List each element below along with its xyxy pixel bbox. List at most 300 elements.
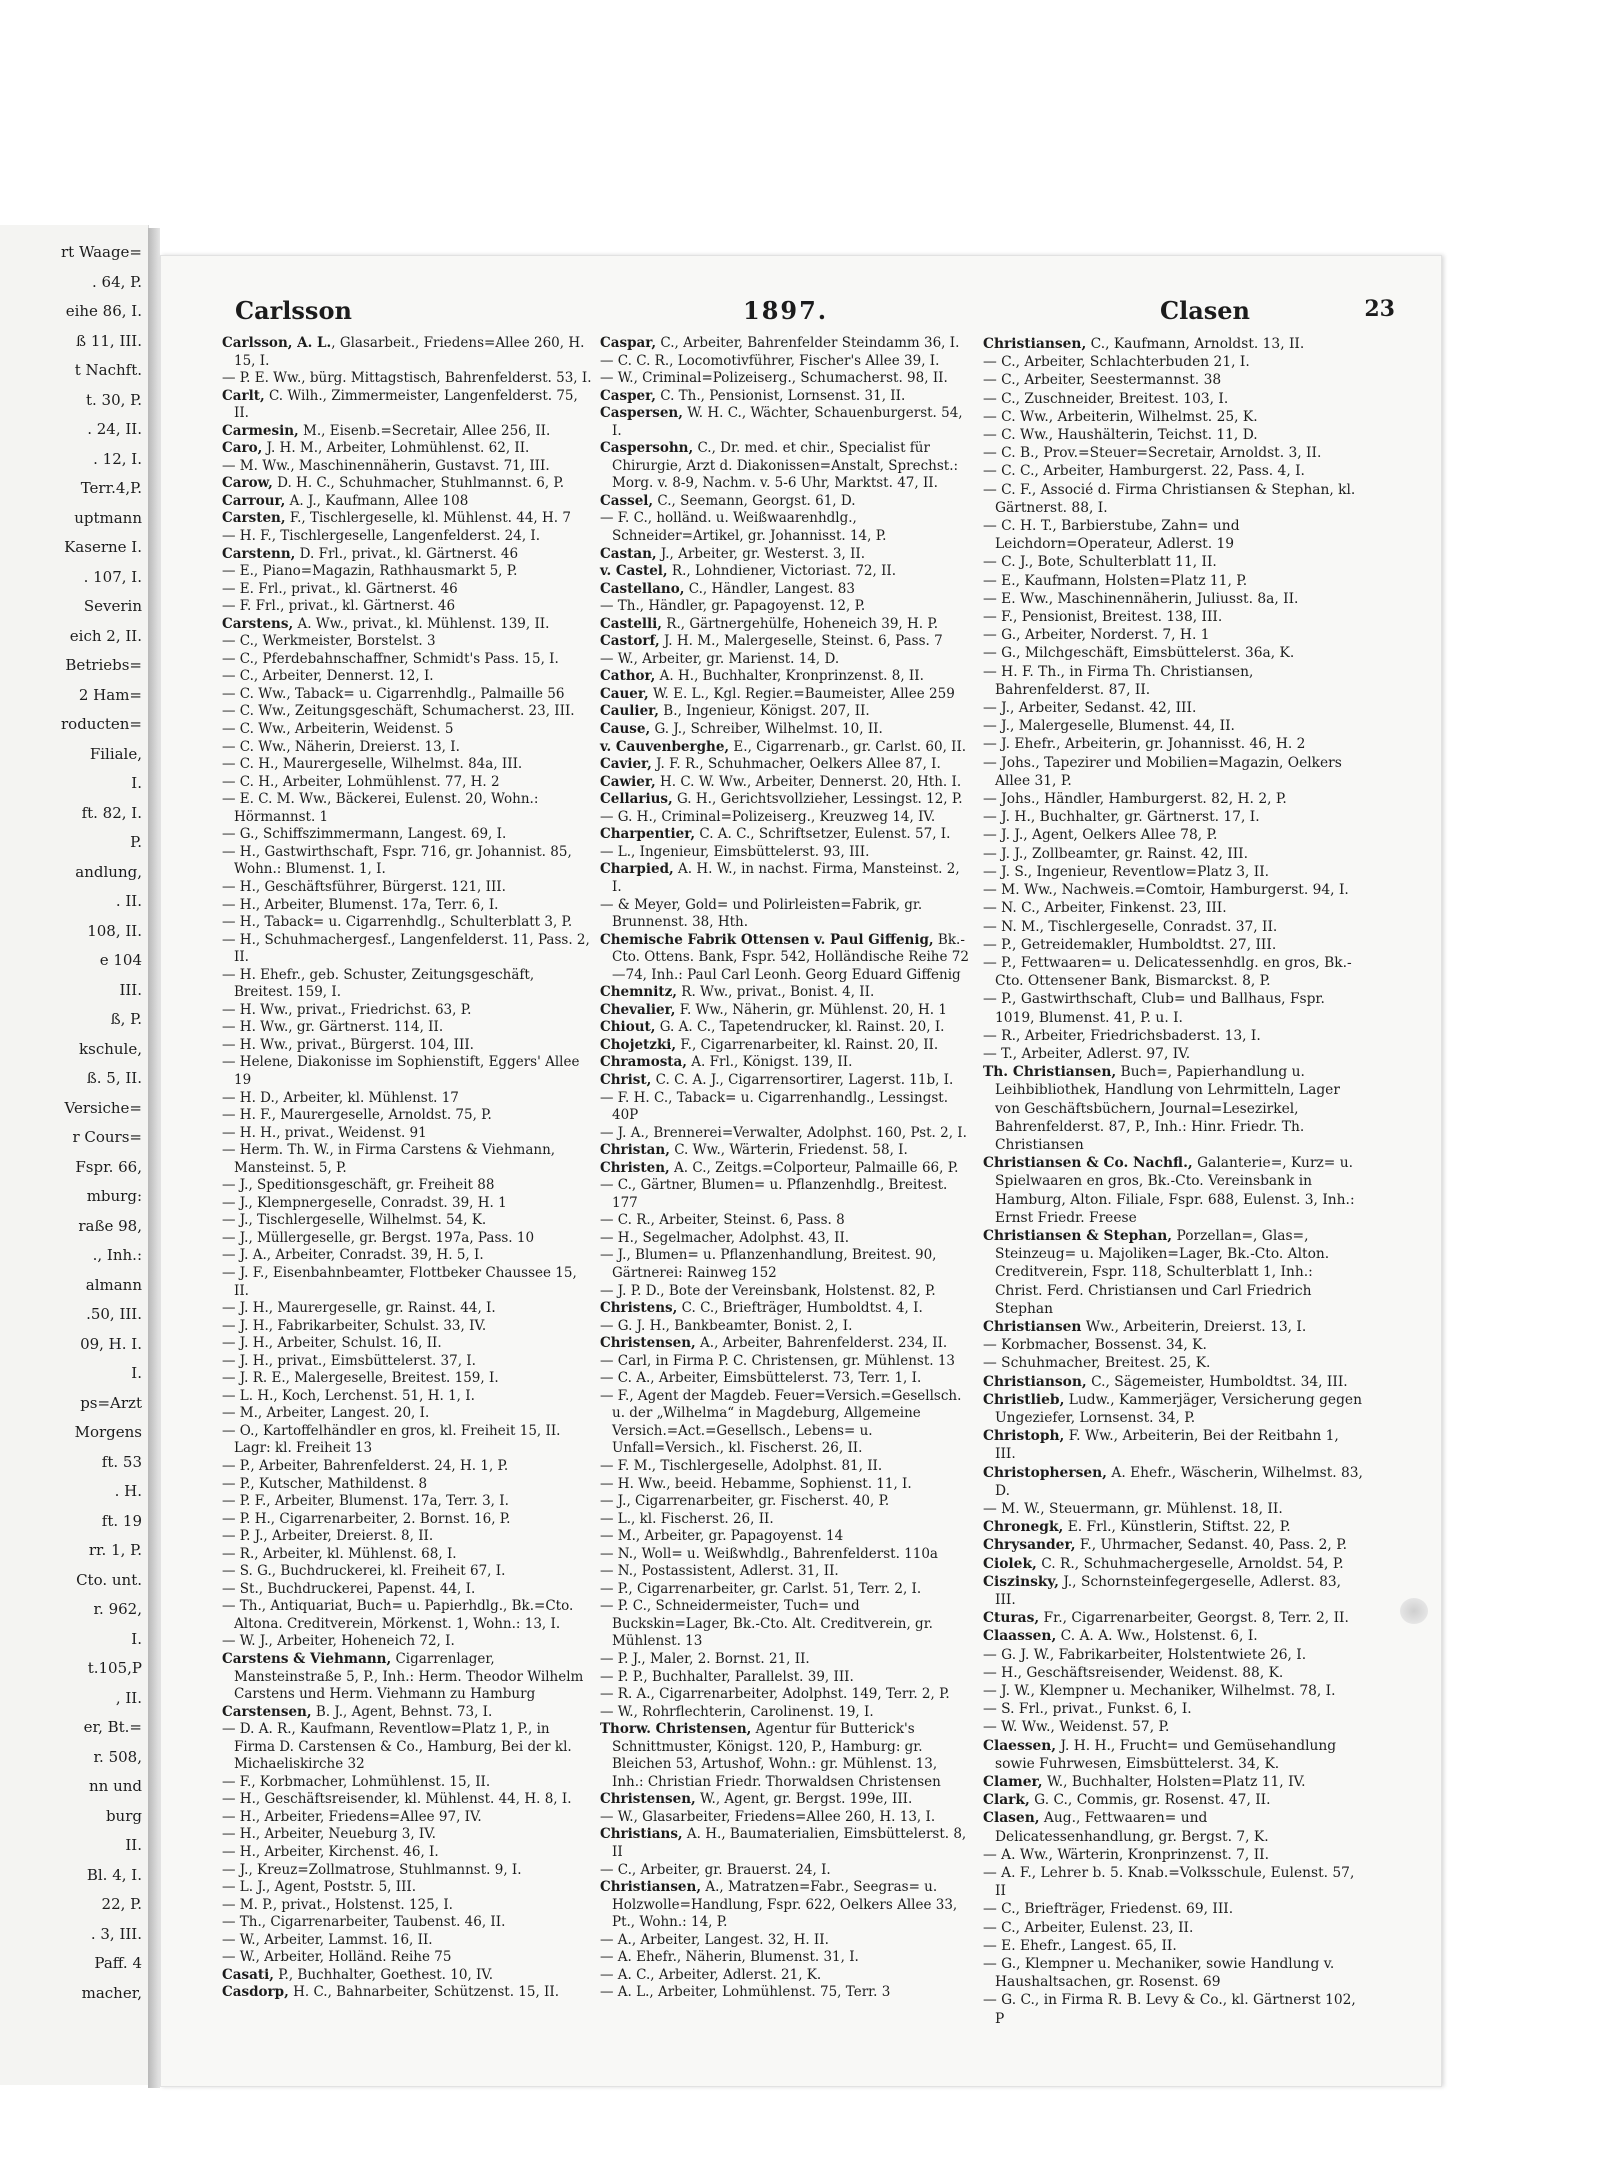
directory-entry (983, 353, 1363, 371)
entry-details: — O., Kartoffelhändler en gros, kl. Freiheit 15, II. Lagr: kl. Freiheit 13 (222, 1422, 561, 1457)
left-page-text: mburg: (86, 1187, 142, 1205)
entry-details: — F., Agent der Magdeb. Feuer=Versich.=Gesellsch. u. der „Wilhelma“ in Magdeburg, Allgemeine Versich.=Act.=Gesellsch., Lebens= u. Unfall=Versich., kl. Fischerst. 26, II. (600, 1387, 962, 1457)
left-page-text: nn und (88, 1777, 142, 1795)
entry-details: J. F. R., Schuhmacher, Oelkers Allee 87, I. (651, 756, 941, 773)
directory-entry (222, 1598, 592, 1633)
directory-entry (222, 1458, 592, 1476)
entry-details: — C. Ww., Näherin, Dreierst. 13, I. (222, 738, 460, 755)
entry-details: — T., Arbeiter, Adlerst. 97, IV. (983, 1045, 1191, 1062)
entry-details: C. Ww., Wärterin, Friedenst. 58, I. (669, 1142, 908, 1159)
directory-entry (983, 1427, 1363, 1463)
directory-entry (222, 651, 592, 669)
directory-entry (983, 826, 1363, 844)
left-page-text: t Nachft. (74, 361, 142, 379)
entry-surname: Claessen, (983, 1737, 1057, 1754)
entry-details: G. H., Gerichtsvollzieher, Lessingst. 12, P. (672, 791, 963, 808)
entry-details: — S. G., Buchdruckerei, kl. Freiheit 67, I. (222, 1563, 506, 1580)
entry-details: C. Wilh., Zimmermeister, Langenfelderst. 75, II. (234, 387, 578, 422)
entry-details: — Helene, Diakonisse im Sophienstift, Eggers' Allee 19 (222, 1054, 580, 1088)
directory-entry (983, 608, 1363, 626)
directory-entry (222, 458, 592, 476)
left-page-text: ft. 53 (101, 1452, 142, 1471)
directory-entry (222, 721, 592, 739)
entry-details: — W., Arbeiter, gr. Marienst. 14, D. (600, 650, 840, 667)
directory-entry (222, 510, 592, 528)
left-page-text: roducten= (61, 715, 142, 733)
directory-entry (600, 1353, 970, 1371)
directory-entry (600, 1651, 970, 1669)
entry-details: — P., Arbeiter, Bahrenfelderst. 24, H. 1, P. (222, 1458, 509, 1474)
entry-details: — C. B., Prov.=Steuer=Secretair, Arnoldst. 3, II. (983, 445, 1322, 462)
directory-entry (222, 1914, 592, 1932)
entry-surname: Casper, (600, 387, 656, 404)
directory-entry (600, 1791, 970, 1809)
entry-surname: Carrour, (222, 492, 286, 509)
entry-details: — C. H. T., Barbierstube, Zahn= und Leichdorn=Operateur, Adlerst. 19 (983, 518, 1240, 553)
directory-entry (983, 754, 1363, 790)
entry-details: — G. C., in Firma R. B. Levy & Co., kl. Gärtnerst 102, P (983, 1992, 1356, 2027)
entry-details: — N., Woll= u. Weißwhdlg., Bahrenfelderst. 110a (600, 1545, 938, 1562)
entry-details: — F., Korbmacher, Lohmühlenst. 15, II. (222, 1773, 491, 1790)
directory-entry (600, 826, 970, 844)
directory-entry (600, 1809, 970, 1827)
entry-details: D. H. C., Schuhmacher, Stuhlmannst. 6, P. (272, 475, 565, 492)
entry-surname: Chevalier, (600, 1001, 676, 1018)
directory-entry (222, 335, 592, 370)
entry-details: A. H., Baumaterialien, Eimsbüttelerst. 8, II (612, 1826, 967, 1861)
left-page-text: er, Bt.= (83, 1718, 142, 1736)
column-3 (983, 335, 1363, 2028)
directory-entry (222, 1809, 592, 1827)
entry-details: — W., Rohrflechterin, Carolinenst. 19, I. (600, 1703, 874, 1720)
left-page-text: P. (130, 833, 142, 851)
left-page-text: . II. (115, 892, 142, 910)
entry-surname: Christensen, (600, 1791, 696, 1808)
entry-details: — W., Arbeiter, Holländ. Reihe 75 (222, 1949, 452, 1966)
directory-entry (222, 1651, 592, 1704)
directory-entry (983, 1336, 1363, 1354)
entry-surname: Carstensen, (222, 1703, 312, 1720)
directory-entry (222, 1984, 592, 2002)
header-right-keyword: Clasen (1160, 296, 1250, 325)
entry-surname: Clamer, (983, 1774, 1043, 1791)
entry-details: — W., Arbeiter, Lammst. 16, II. (222, 1931, 433, 1948)
left-page-text: . 107, I. (83, 567, 142, 586)
directory-entry (600, 546, 970, 564)
entry-details: — L., Ingenieur, Eimsbüttelerst. 93, III. (600, 843, 870, 860)
directory-entry (600, 668, 970, 686)
directory-entry (600, 1686, 970, 1704)
page-header (225, 296, 1395, 326)
entry-details: B. J., Agent, Behnst. 73, I. (311, 1703, 493, 1720)
left-page-text: ft. 19 (101, 1511, 142, 1530)
left-page-text: . 12, I. (93, 449, 142, 468)
entry-details: — N., Postassistent, Adlerst. 31, II. (600, 1563, 839, 1580)
entry-details: C., Händler, Langest. 83 (684, 580, 855, 597)
entry-surname: v. Cauvenberghe, (600, 738, 730, 755)
directory-entry (983, 881, 1363, 899)
entry-details: — J., Tischlergeselle, Wilhelmst. 54, K. (222, 1212, 487, 1229)
entry-details: — J., Cigarrenarbeiter, gr. Fischerst. 40, P. (600, 1493, 890, 1510)
entry-details: — C. H., Arbeiter, Lohmühlenst. 77, H. 2 (222, 773, 500, 790)
directory-entry (222, 1247, 592, 1265)
entry-details: — E. C. M. Ww., Bäckerei, Eulenst. 20, Wohn.: Hörmannst. 1 (222, 791, 539, 825)
directory-entry (600, 984, 970, 1002)
directory-entry (600, 1546, 970, 1564)
left-page-text: . 24, II. (87, 420, 142, 438)
directory-entry (222, 493, 592, 511)
directory-entry (222, 633, 592, 651)
entry-details: — C., Pferdebahnschaffner, Schmidt's Pass. 15, I. (222, 650, 559, 667)
directory-entry (983, 717, 1363, 735)
entry-details: — J. H., Fabrikarbeiter, Schulst. 33, IV. (222, 1317, 487, 1334)
entry-details: — Herm. Th. W., in Firma Carstens & Viehmann, Mansteinst. 5, P. (222, 1142, 556, 1176)
directory-entry (983, 1227, 1363, 1318)
directory-entry (983, 1354, 1363, 1372)
entry-surname: Cavier, (600, 756, 652, 773)
entry-surname: Claassen, (983, 1628, 1057, 1645)
entry-details: — C., Zuschneider, Breitest. 103, I. (983, 390, 1229, 407)
directory-entry (222, 791, 592, 826)
entry-details: — J. J., Agent, Oelkers Allee 78, P. (983, 827, 1218, 844)
entry-surname: Chramosta, (600, 1054, 687, 1071)
left-page-text: Paff. 4 (94, 1954, 142, 1972)
entry-details: — L., kl. Fischerst. 26, II. (600, 1510, 774, 1527)
directory-entry (600, 1388, 970, 1458)
left-page-text: ft. 82, I. (81, 803, 142, 822)
entry-details: H. C. W. Ww., Arbeiter, Dennerst. 20, Hth. I. (655, 773, 962, 790)
entry-details: — L. J., Agent, Poststr. 5, III. (222, 1879, 417, 1896)
directory-entry (600, 844, 970, 862)
entry-details: — H., Schuhmachergesf., Langenfelderst. 11, Pass. 2, II. (222, 931, 590, 966)
entry-details: — Schuhmacher, Breitest. 25, K. (983, 1355, 1211, 1372)
directory-entry (983, 1609, 1363, 1627)
entry-surname: Christiansen, (983, 336, 1087, 352)
left-page-text: uptmann (74, 508, 142, 527)
left-page-text: I. (131, 1629, 142, 1648)
entry-details: J. H. M., Arbeiter, Lohmühlenst. 62, II. (262, 440, 530, 457)
entry-surname: Casati, (222, 1966, 274, 1983)
entry-details: R. Ww., privat., Bonist. 4, II. (676, 984, 875, 1001)
directory-entry (600, 1247, 970, 1282)
left-page-text: ß, P. (110, 1010, 142, 1028)
entry-details: F., Uhrmacher, Sedanst. 40, Pass. 2, P. (1075, 1537, 1348, 1554)
directory-entry (222, 844, 592, 879)
directory-entry (222, 1405, 592, 1423)
entry-details: — W. Ww., Weidenst. 57, P. (983, 1719, 1170, 1736)
directory-entry (983, 426, 1363, 444)
directory-entry (600, 1054, 970, 1072)
entry-details: Galanterie=, Kurz= u. Spielwaaren en gros, Bk.-Cto. Vereinsbank in Hamburg, Alton. Filiale, Fspr. 688, Eulenst. 3, Inh.: Ernst Friedr. Freese (995, 1155, 1355, 1226)
directory-entry (222, 1844, 592, 1862)
entry-details: — W. J., Arbeiter, Hoheneich 72, I. (222, 1633, 455, 1650)
entry-surname: Chojetzki, (600, 1036, 677, 1053)
directory-entry (222, 581, 592, 599)
entry-details: C. R., Schuhmachergeselle, Arnoldst. 54, P. (1036, 1555, 1344, 1572)
directory-entry (983, 1154, 1363, 1227)
left-page-text: rt Waage= (60, 243, 142, 261)
entry-details: — P., Getreidemakler, Humboldtst. 27, III. (983, 936, 1277, 953)
directory-entry (222, 1090, 592, 1108)
entry-details: — D. A. R., Kaufmann, Reventlow=Platz 1, P., in Firma D. Carstensen & Co., Hamburg, Bei der kl. Michaeliskirche 32 (222, 1721, 572, 1773)
directory-entry (600, 1019, 970, 1037)
directory-entry (600, 1335, 970, 1353)
directory-entry (983, 808, 1363, 826)
entry-details: F., Tischlergeselle, kl. Mühlenst. 44, H. 7 (285, 510, 571, 527)
directory-entry (222, 1633, 592, 1651)
left-page-text: Bl. 4, I. (86, 1865, 142, 1884)
entry-details: C. Th., Pensionist, Lornsenst. 31, II. (655, 387, 906, 404)
directory-entry (222, 546, 592, 564)
directory-entry (600, 353, 970, 371)
entry-details: — P., Kutscher, Mathildenst. 8 (222, 1475, 428, 1492)
entry-details: — M. W., Steuermann, gr. Mühlenst. 18, II. (983, 1501, 1283, 1517)
directory-entry (983, 1063, 1363, 1154)
entry-details: — C. H., Maurergeselle, Wilhelmst. 84a, III. (222, 756, 523, 773)
left-page-text: andlung, (75, 862, 142, 881)
directory-entry (983, 1737, 1363, 1773)
entry-details: — C., Arbeiter, Schlachterbuden 21, I. (983, 354, 1250, 371)
entry-details: — P. P., Buchhalter, Parallelst. 39, III. (600, 1668, 854, 1685)
left-page-text: III. (119, 980, 142, 999)
directory-entry (600, 897, 970, 932)
directory-entry (600, 1932, 970, 1950)
entry-surname: Christiansen, (600, 1879, 702, 1896)
directory-entry (983, 1682, 1363, 1700)
entry-surname: Christiansen (983, 1318, 1082, 1335)
directory-entry (983, 1555, 1363, 1573)
directory-entry (600, 1160, 970, 1178)
entry-details: Fr., Cigarrenarbeiter, Georgst. 8, Terr. 2, II. (1039, 1610, 1349, 1627)
left-page-text: ps=Arzt (80, 1393, 142, 1412)
directory-entry (600, 510, 970, 545)
directory-entry (600, 1511, 970, 1529)
directory-entry (222, 1177, 592, 1195)
entry-details: A. H. W., in nachst. Firma, Mansteinst. 2, I. (612, 861, 960, 895)
entry-details: — E., Piano=Magazin, Rathhausmarkt 5, P. (222, 563, 518, 580)
entry-details: — C. Ww., Arbeiterin, Weidenst. 5 (222, 721, 454, 738)
entry-details: — J. S., Ingenieur, Reventlow=Platz 3, II. (983, 863, 1270, 880)
entry-details: — H., Arbeiter, Friedens=Allee 97, IV. (222, 1808, 482, 1825)
directory-entry (983, 790, 1363, 808)
entry-details: — H. Ww., privat., Bürgerst. 104, III. (222, 1036, 474, 1053)
left-page-text: Fspr. 66, (75, 1157, 142, 1176)
entry-details: — J. R. E., Malergeselle, Breitest. 159, I. (222, 1370, 499, 1387)
directory-entry (983, 462, 1363, 480)
left-page-text: kschule, (79, 1039, 142, 1058)
directory-entry (600, 1862, 970, 1880)
directory-entry (983, 1991, 1363, 2027)
entry-surname: Christiansen & Stephan, (983, 1227, 1173, 1244)
header-left-keyword: Carlsson (235, 296, 352, 325)
directory-entry (983, 572, 1363, 590)
directory-entry (600, 721, 970, 739)
directory-entry (983, 371, 1363, 389)
directory-entry (600, 1493, 970, 1511)
directory-entry (600, 370, 970, 388)
left-page-text: ß. 5, II. (86, 1069, 142, 1087)
entry-details: — P. H., Cigarrenarbeiter, 2. Bornst. 16, P. (222, 1510, 511, 1527)
directory-entry (600, 598, 970, 616)
entry-details: — F. H. C., Taback= u. Cigarrenhandlg., Lessingst. 40P (600, 1089, 948, 1124)
directory-entry (222, 756, 592, 774)
entry-surname: Castellano, (600, 580, 685, 597)
entry-details: — Johs., Händler, Hamburgerst. 82, H. 2, P. (983, 791, 1287, 808)
directory-entry (983, 990, 1363, 1026)
entry-details: — M. Ww., Maschinennäherin, Gustavst. 71, III. (222, 457, 550, 474)
left-page-text: eihe 86, I. (65, 302, 142, 320)
directory-entry (983, 517, 1363, 553)
directory-entry (600, 616, 970, 634)
entry-surname: Caspersohn, (600, 440, 694, 457)
entry-details: A. Ww., privat., kl. Mühlenst. 139, II. (293, 615, 550, 632)
entry-details: C., Kaufmann, Arnoldst. 13, II. (1086, 336, 1305, 352)
entry-surname: Carow, (222, 475, 273, 492)
entry-surname: Charpentier, (600, 826, 696, 843)
directory-entry (600, 1704, 970, 1722)
entry-details: — L. H., Koch, Lerchenst. 51, H. 1, I. (222, 1387, 475, 1404)
left-page-text: . 3, III. (90, 1924, 142, 1943)
entry-details: C., Sägemeister, Humboldtst. 34, III. (1086, 1373, 1348, 1390)
entry-surname: Christiansen & Co. Nachfl., (983, 1155, 1193, 1172)
directory-entry (600, 932, 970, 985)
left-page-text: . 64, P. (92, 272, 142, 291)
directory-entry (983, 954, 1363, 990)
entry-details: — M., Arbeiter, Langest. 20, I. (222, 1405, 430, 1422)
entry-details: C. A. A. Ww., Holstenst. 6, I. (1056, 1628, 1258, 1645)
directory-entry (983, 390, 1363, 408)
directory-entry (983, 644, 1363, 662)
entry-details: — J., Arbeiter, Sedanst. 42, III. (983, 700, 1197, 717)
left-page-text: ., Inh.: (92, 1246, 142, 1264)
column-1 (222, 335, 592, 2002)
entry-details: — J. J., Zollbeamter, gr. Rainst. 42, III. (983, 845, 1248, 862)
directory-entry (600, 563, 970, 581)
entry-details: — J. P. D., Bote der Vereinsbank, Holstenst. 82, P. (600, 1282, 936, 1299)
entry-details: — Th., Cigarrenarbeiter, Taubenst. 46, II. (222, 1914, 506, 1931)
entry-details: W., Agent, gr. Bergst. 199e, III. (695, 1791, 913, 1808)
entry-surname: v. Castel, (600, 563, 668, 580)
directory-entry (983, 1718, 1363, 1736)
left-page-text: Cto. unt. (76, 1570, 142, 1589)
directory-entry (222, 967, 592, 1002)
directory-entry (983, 1846, 1363, 1864)
directory-entry (222, 1125, 592, 1143)
entry-details: — P. C., Schneidermeister, Tuch= und Buckskin=Lager, Bk.-Cto. Alt. Creditverein, gr. Mühlenst. 13 (600, 1598, 933, 1650)
entry-details: G. J., Schreiber, Wilhelmst. 10, II. (650, 721, 883, 738)
directory-entry (222, 879, 592, 897)
directory-entry (222, 1002, 592, 1020)
entry-details: C. C., Briefträger, Humboldtst. 4, I. (677, 1300, 923, 1317)
entry-surname: Ciszinsky, (983, 1573, 1059, 1590)
entry-details: — J., Kreuz=Zollmatrose, Stuhlmannst. 9, I. (222, 1861, 522, 1878)
directory-entry (983, 1809, 1363, 1845)
entry-surname: Casdorp, (222, 1984, 289, 2001)
left-page-text: e 104 (99, 951, 142, 969)
directory-entry (222, 774, 592, 792)
entry-details: J. H. H., Frucht= und Gemüsehandlung sowie Fuhrwesen, Eimsbüttelerst. 34, K. (995, 1737, 1337, 1772)
directory-entry (222, 1949, 592, 1967)
directory-entry (600, 1142, 970, 1160)
entry-details: Aug., Fettwaaren= und Delicatessenhandlung, gr. Bergst. 7, K. (995, 1810, 1269, 1845)
entry-details: C. A. C., Schriftsetzer, Eulenst. 57, I. (695, 826, 951, 843)
directory-entry (222, 1054, 592, 1089)
entry-details: A., Matratzen=Fabr., Seegras= u. Holzwolle=Handlung, Fspr. 622, Oelkers Allee 33, Pt., Wohn.: 14, P. (612, 1879, 958, 1931)
entry-details: G. A. C., Tapetendrucker, kl. Rainst. 20, I. (655, 1019, 945, 1036)
entry-details: Agentur für Butterick's Schnittmuster, Königst. 120, P., Hamburg: gr. Bleichen 53, Artushof, Wohn.: gr. Mühlenst. 13, Inh.: Christian Friedr. Thorwaldsen Christensen (612, 1721, 941, 1790)
directory-entry (600, 1826, 970, 1861)
entry-details: A., Arbeiter, Bahrenfelderst. 234, II. (695, 1335, 948, 1352)
entry-details: C. C. A. J., Cigarrensortirer, Lagerst. 11b, I. (651, 1071, 954, 1088)
directory-entry (983, 1027, 1363, 1045)
directory-entry (600, 1581, 970, 1599)
entry-details: J., Arbeiter, gr. Westerst. 3, II. (656, 545, 866, 562)
directory-entry (600, 651, 970, 669)
entry-details: — J. H., privat., Eimsbüttelerst. 37, I. (222, 1352, 476, 1369)
entry-surname: Christlieb, (983, 1391, 1065, 1408)
entry-details: — C., Gärtner, Blumen= u. Pflanzenhdlg., Breitest. 177 (600, 1177, 948, 1211)
left-page-text: Filiale, (89, 744, 142, 763)
directory-entry (983, 899, 1363, 917)
entry-details: — A. Ww., Wärterin, Kronprinzenst. 7, II. (983, 1846, 1269, 1863)
directory-entry (222, 686, 592, 704)
entry-details: — P. F., Arbeiter, Blumenst. 17a, Terr. 3, I. (222, 1493, 509, 1510)
left-page-text: t. 30, P. (85, 390, 142, 409)
entry-details: — G. J. H., Bankbeamter, Bonist. 2, I. (600, 1317, 853, 1334)
directory-entry (600, 1598, 970, 1651)
entry-details: — J. H., Arbeiter, Schulst. 16, II. (222, 1335, 442, 1352)
directory-entry (983, 1773, 1363, 1791)
entry-details: — N. C., Arbeiter, Finkenst. 23, III. (983, 900, 1227, 917)
entry-details: — R., Arbeiter, Friedrichsbaderst. 13, I. (983, 1027, 1261, 1044)
entry-surname: Christians, (600, 1826, 683, 1843)
header-year: 1897. (743, 296, 829, 325)
directory-entry (222, 563, 592, 581)
entry-details: A. J., Kaufmann, Allee 108 (285, 492, 469, 509)
directory-entry (600, 1300, 970, 1318)
entry-surname: Christan, (600, 1142, 670, 1159)
directory-entry (222, 914, 592, 932)
entry-details: — F., Pensionist, Breitest. 138, III. (983, 609, 1223, 626)
directory-entry (600, 1318, 970, 1336)
column-2 (600, 335, 970, 2002)
directory-entry (983, 845, 1363, 863)
left-page-text: ß 11, III. (76, 331, 142, 350)
directory-entry (983, 408, 1363, 426)
directory-entry (600, 1283, 970, 1301)
entry-details: — H., Taback= u. Cigarrenhdlg., Schulterblatt 3, P. (222, 914, 573, 931)
entry-details: — G., Schiffszimmermann, Langest. 69, I. (222, 826, 507, 843)
directory-entry (222, 1388, 592, 1406)
entry-surname: Castan, (600, 545, 657, 562)
entry-details: — H. F., Tischlergeselle, Langenfelderst. 24, I. (222, 528, 541, 545)
directory-entry (222, 1493, 592, 1511)
entry-details: — G. H., Criminal=Polizeiserg., Kreuzweg 14, IV. (600, 808, 936, 825)
left-page-text: eich 2, II. (69, 626, 142, 645)
entry-details: — H. Ehefr., geb. Schuster, Zeitungsgeschäft, Breitest. 159, I. (222, 966, 535, 1001)
directory-entry (983, 1646, 1363, 1664)
entry-details: — H. Ww., beeid. Hebamme, Sophienst. 11, I. (600, 1475, 912, 1492)
entry-surname: Christ, (600, 1071, 652, 1088)
directory-entry (222, 1230, 592, 1248)
directory-entry (600, 1984, 970, 2002)
entry-details: — E. Frl., privat., kl. Gärtnerst. 46 (222, 580, 458, 597)
directory-entry (600, 633, 970, 651)
entry-details: — C. C., Arbeiter, Hamburgerst. 22, Pass. 4, I. (983, 463, 1305, 480)
directory-entry (222, 1353, 592, 1371)
entry-details: — P., Gastwirthschaft, Club= und Ballhaus, Fspr. 1019, Blumenst. 41, P. u. I. (983, 991, 1325, 1026)
entry-details: — M., Arbeiter, gr. Papagoyenst. 14 (600, 1528, 844, 1545)
